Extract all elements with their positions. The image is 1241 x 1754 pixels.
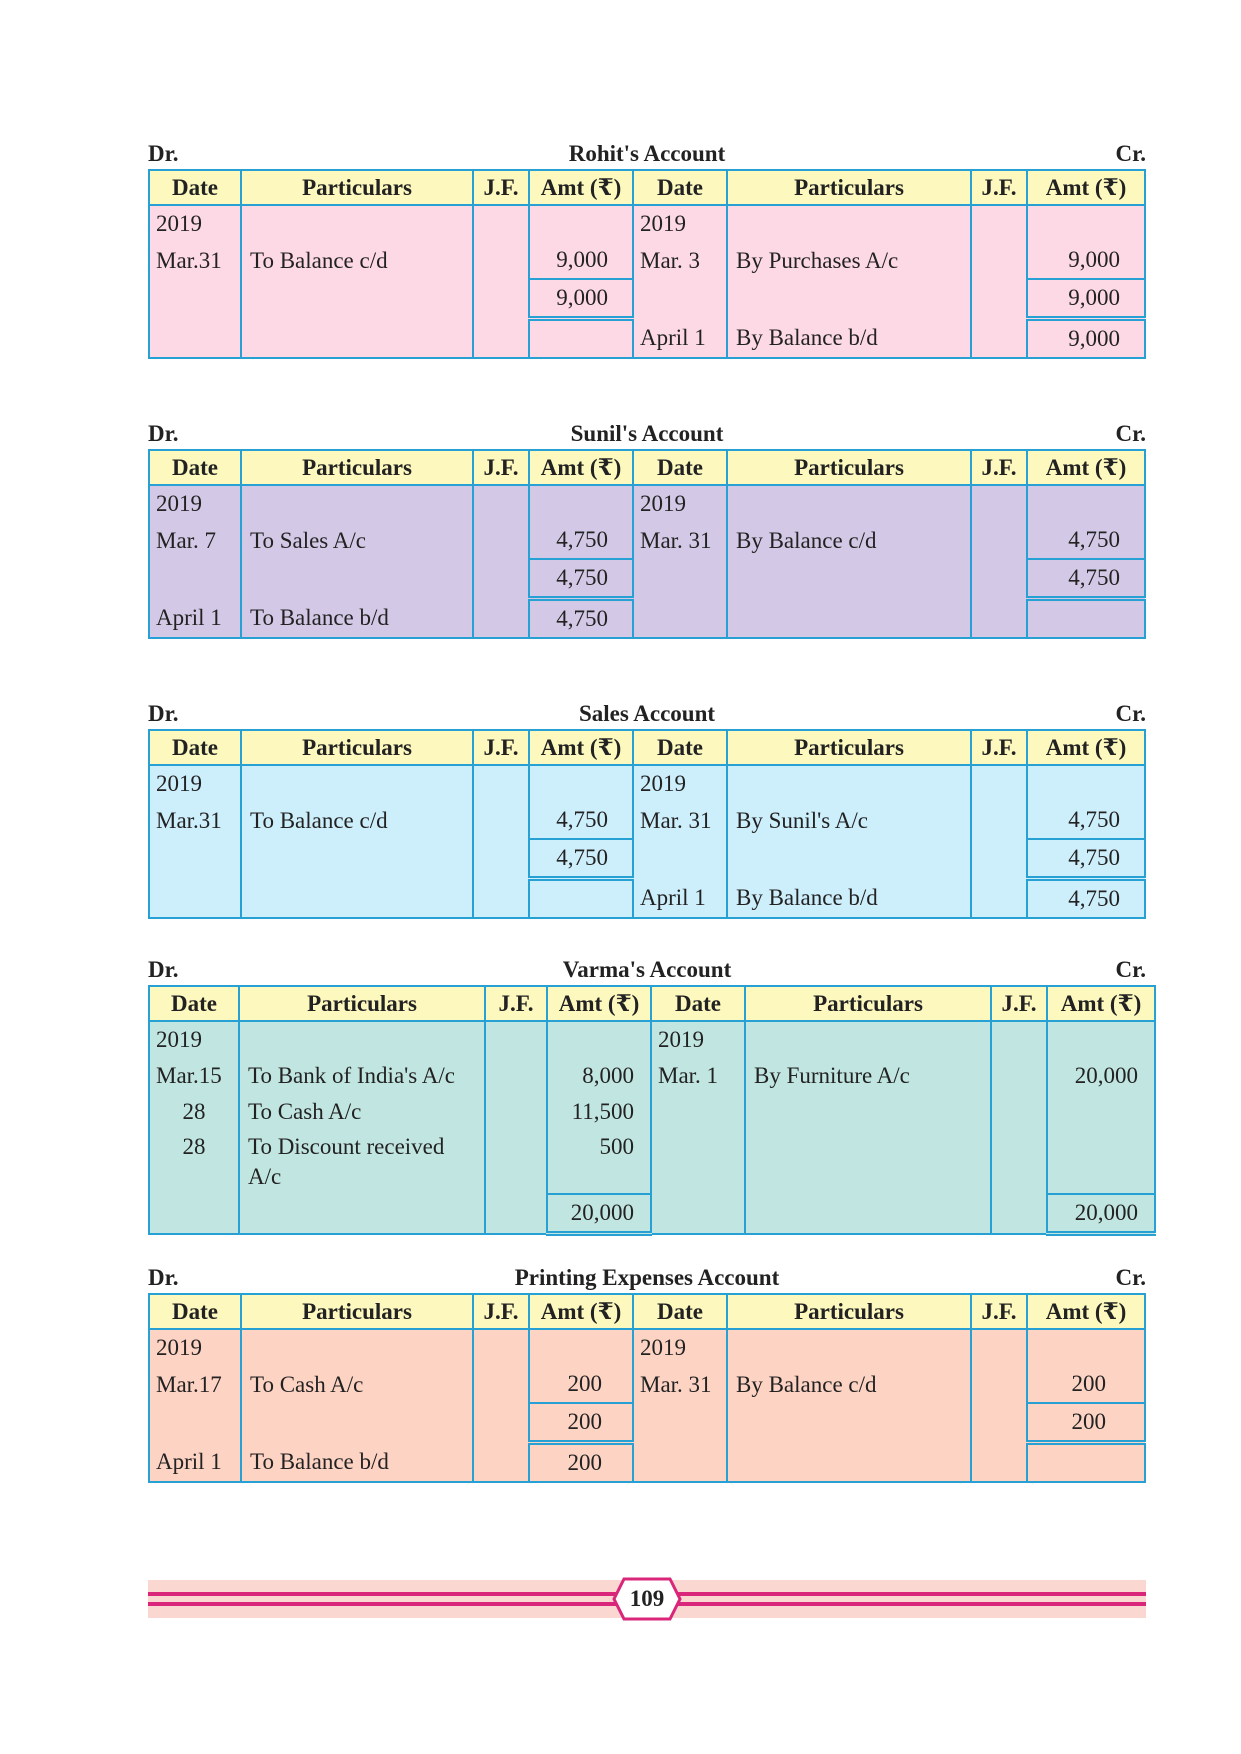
date-cell: 2019 xyxy=(149,1329,241,1366)
particulars-cell: To Sales A/c xyxy=(241,522,473,559)
jf-cell xyxy=(485,1130,547,1194)
jf-cell xyxy=(971,802,1027,839)
amount-cell xyxy=(1027,599,1145,639)
total-amount-cell: 4,750 xyxy=(1027,559,1145,599)
date-cell: Mar. 31 xyxy=(633,802,727,839)
amount-cell: 200 xyxy=(529,1366,633,1403)
jf-cell xyxy=(473,839,529,879)
table-row xyxy=(149,1366,1145,1403)
particulars-cell: By Balance b/d xyxy=(727,319,971,359)
header-row xyxy=(149,450,1145,485)
amount-header: Amt (₹) xyxy=(1027,730,1145,765)
jf-cell xyxy=(971,485,1027,522)
amount-cell: 200 xyxy=(1027,1366,1145,1403)
amount-cell: 4,750 xyxy=(529,802,633,839)
amount-cell xyxy=(1027,1443,1145,1483)
particulars-cell xyxy=(241,559,473,599)
date-cell xyxy=(651,1094,745,1130)
jf-header: J.F. xyxy=(473,170,529,205)
cr-label: Cr. xyxy=(1115,1265,1146,1290)
amount-cell: 20,000 xyxy=(1047,1058,1155,1094)
date-cell xyxy=(633,279,727,319)
date-header: Date xyxy=(149,730,241,765)
ledger-varma xyxy=(148,957,1154,1236)
jf-cell xyxy=(971,879,1027,919)
date-cell: Mar. 31 xyxy=(633,1366,727,1403)
date-cell xyxy=(149,839,241,879)
amount-cell: 4,750 xyxy=(529,599,633,639)
date-cell: April 1 xyxy=(149,1443,241,1483)
jf-cell xyxy=(473,1403,529,1443)
date-cell: Mar.15 xyxy=(149,1058,239,1094)
cr-label: Cr. xyxy=(1115,141,1146,166)
date-cell: 2019 xyxy=(651,1021,745,1058)
ledger-title-bar xyxy=(148,421,1146,449)
header-row xyxy=(149,730,1145,765)
amount-cell: 8,000 xyxy=(547,1058,651,1094)
amount-cell xyxy=(1047,1021,1155,1058)
table-row xyxy=(149,319,1145,359)
jf-cell xyxy=(473,879,529,919)
particulars-cell: To Bank of India's A/c xyxy=(239,1058,485,1094)
date-header: Date xyxy=(633,1294,727,1329)
amount-cell xyxy=(529,765,633,802)
particulars-cell xyxy=(727,279,971,319)
jf-cell xyxy=(971,1366,1027,1403)
header-row xyxy=(149,1294,1145,1329)
particulars-cell: By Balance c/d xyxy=(727,1366,971,1403)
particulars-header: Particulars xyxy=(241,730,473,765)
dr-label: Dr. xyxy=(148,141,179,166)
page-number: 109 xyxy=(629,1586,665,1611)
particulars-header: Particulars xyxy=(727,1294,971,1329)
jf-cell xyxy=(971,839,1027,879)
date-cell xyxy=(633,839,727,879)
date-header: Date xyxy=(651,986,745,1021)
date-cell: 2019 xyxy=(633,205,727,242)
ledger-printing-expenses xyxy=(148,1265,1146,1483)
amount-cell: 9,000 xyxy=(1027,242,1145,279)
amount-cell: 4,750 xyxy=(1027,522,1145,559)
particulars-header: Particulars xyxy=(241,170,473,205)
amount-cell: 500 xyxy=(547,1130,651,1194)
ledger-table xyxy=(148,1293,1146,1483)
date-cell xyxy=(633,559,727,599)
account-title: Printing Expenses Account xyxy=(514,1265,780,1290)
amount-cell xyxy=(1027,205,1145,242)
amount-header: Amt (₹) xyxy=(529,450,633,485)
amount-cell xyxy=(529,205,633,242)
table-row xyxy=(149,1443,1145,1483)
dr-label: Dr. xyxy=(148,701,179,726)
ledger-table xyxy=(148,169,1146,359)
jf-cell xyxy=(473,1443,529,1483)
header-row xyxy=(149,986,1155,1021)
particulars-header: Particulars xyxy=(727,170,971,205)
total-amount-cell: 20,000 xyxy=(1047,1194,1155,1234)
header-row xyxy=(149,170,1145,205)
jf-cell xyxy=(991,1094,1047,1130)
date-cell: 2019 xyxy=(149,765,241,802)
particulars-header: Particulars xyxy=(239,986,485,1021)
date-header: Date xyxy=(149,450,241,485)
jf-cell xyxy=(473,599,529,639)
particulars-cell: To Cash A/c xyxy=(239,1094,485,1130)
date-header: Date xyxy=(149,1294,241,1329)
date-cell: Mar. 3 xyxy=(633,242,727,279)
amount-cell xyxy=(529,879,633,919)
ledger-title-bar xyxy=(148,701,1146,729)
particulars-cell: By Purchases A/c xyxy=(727,242,971,279)
date-header: Date xyxy=(633,730,727,765)
cr-label: Cr. xyxy=(1115,421,1146,446)
ledger-title-bar xyxy=(148,1265,1146,1293)
particulars-cell xyxy=(745,1021,991,1058)
amount-header: Amt (₹) xyxy=(1027,450,1145,485)
amount-cell xyxy=(1047,1130,1155,1194)
total-amount-cell: 200 xyxy=(1027,1403,1145,1443)
table-row xyxy=(149,1130,1155,1194)
date-cell: Mar.17 xyxy=(149,1366,241,1403)
particulars-cell: To Discount received A/c xyxy=(239,1130,485,1194)
ledger-table xyxy=(148,729,1146,919)
table-row xyxy=(149,879,1145,919)
total-amount-cell: 9,000 xyxy=(529,279,633,319)
amount-cell: 11,500 xyxy=(547,1094,651,1130)
particulars-cell xyxy=(727,839,971,879)
date-cell xyxy=(633,1403,727,1443)
jf-cell xyxy=(971,599,1027,639)
account-title: Varma's Account xyxy=(562,957,732,982)
date-cell: Mar. 31 xyxy=(633,522,727,559)
amount-header: Amt (₹) xyxy=(529,1294,633,1329)
amount-header: Amt (₹) xyxy=(1027,1294,1145,1329)
particulars-cell: To Balance c/d xyxy=(241,802,473,839)
particulars-cell xyxy=(241,1403,473,1443)
jf-header: J.F. xyxy=(473,730,529,765)
account-title: Sunil's Account xyxy=(570,421,724,446)
particulars-cell: To Balance b/d xyxy=(241,1443,473,1483)
jf-cell xyxy=(991,1130,1047,1194)
particulars-cell xyxy=(745,1094,991,1130)
jf-cell xyxy=(473,205,529,242)
particulars-cell: To Balance b/d xyxy=(241,599,473,639)
particulars-cell xyxy=(239,1194,485,1234)
amount-cell: 4,750 xyxy=(529,522,633,559)
jf-cell xyxy=(971,522,1027,559)
particulars-header: Particulars xyxy=(745,986,991,1021)
total-amount-cell: 200 xyxy=(529,1403,633,1443)
jf-cell xyxy=(971,205,1027,242)
table-row xyxy=(149,802,1145,839)
jf-header: J.F. xyxy=(971,450,1027,485)
jf-cell xyxy=(473,802,529,839)
date-cell: Mar. 1 xyxy=(651,1058,745,1094)
particulars-cell xyxy=(727,485,971,522)
total-amount-cell: 9,000 xyxy=(1027,279,1145,319)
amount-cell xyxy=(1027,765,1145,802)
date-cell: Mar.31 xyxy=(149,242,241,279)
date-cell: April 1 xyxy=(149,599,241,639)
ledger-title-bar xyxy=(148,141,1146,169)
particulars-cell xyxy=(727,765,971,802)
date-cell xyxy=(149,559,241,599)
particulars-cell xyxy=(241,485,473,522)
particulars-cell xyxy=(241,1329,473,1366)
amount-header: Amt (₹) xyxy=(529,170,633,205)
jf-header: J.F. xyxy=(971,1294,1027,1329)
jf-header: J.F. xyxy=(971,730,1027,765)
jf-header: J.F. xyxy=(971,170,1027,205)
amount-cell xyxy=(529,1329,633,1366)
date-cell: 2019 xyxy=(633,765,727,802)
ledger-table xyxy=(148,449,1146,639)
amount-cell xyxy=(1027,485,1145,522)
amount-cell xyxy=(529,485,633,522)
jf-cell xyxy=(971,279,1027,319)
dr-label: Dr. xyxy=(148,421,179,446)
particulars-cell: By Sunil's A/c xyxy=(727,802,971,839)
table-row xyxy=(149,599,1145,639)
date-cell: April 1 xyxy=(633,319,727,359)
amount-cell: 200 xyxy=(529,1443,633,1483)
jf-cell xyxy=(473,242,529,279)
cr-label: Cr. xyxy=(1115,957,1146,982)
particulars-cell xyxy=(727,1329,971,1366)
total-row xyxy=(149,839,1145,879)
total-row xyxy=(149,1403,1145,1443)
table-row xyxy=(149,765,1145,802)
jf-cell xyxy=(971,1403,1027,1443)
particulars-cell xyxy=(241,839,473,879)
table-row xyxy=(149,1021,1155,1058)
jf-cell xyxy=(485,1058,547,1094)
ledger-sales xyxy=(148,701,1146,919)
amount-header: Amt (₹) xyxy=(547,986,651,1021)
jf-header: J.F. xyxy=(473,450,529,485)
particulars-cell xyxy=(239,1021,485,1058)
amount-cell xyxy=(1027,1329,1145,1366)
particulars-cell xyxy=(241,879,473,919)
amount-cell: 9,000 xyxy=(1027,319,1145,359)
particulars-cell xyxy=(745,1130,991,1194)
total-row xyxy=(149,1194,1155,1234)
total-amount-cell: 4,750 xyxy=(529,839,633,879)
dr-label: Dr. xyxy=(148,1265,179,1290)
date-cell xyxy=(633,599,727,639)
date-cell xyxy=(149,1194,239,1234)
date-cell: 2019 xyxy=(633,485,727,522)
date-cell xyxy=(651,1130,745,1194)
jf-cell xyxy=(971,765,1027,802)
particulars-cell xyxy=(241,205,473,242)
jf-cell xyxy=(971,1329,1027,1366)
ledger-table xyxy=(148,985,1156,1236)
particulars-cell: By Balance b/d xyxy=(727,879,971,919)
particulars-cell: By Furniture A/c xyxy=(745,1058,991,1094)
date-cell: Mar.31 xyxy=(149,802,241,839)
jf-header: J.F. xyxy=(485,986,547,1021)
particulars-header: Particulars xyxy=(241,450,473,485)
date-cell xyxy=(149,279,241,319)
jf-cell xyxy=(473,1329,529,1366)
particulars-cell xyxy=(727,205,971,242)
table-row xyxy=(149,205,1145,242)
total-amount-cell: 20,000 xyxy=(547,1194,651,1234)
dr-label: Dr. xyxy=(148,957,179,982)
jf-cell xyxy=(991,1058,1047,1094)
amount-cell: 4,750 xyxy=(1027,802,1145,839)
amount-cell xyxy=(547,1021,651,1058)
particulars-header: Particulars xyxy=(727,730,971,765)
date-header: Date xyxy=(149,986,239,1021)
table-row xyxy=(149,1058,1155,1094)
table-row xyxy=(149,522,1145,559)
particulars-cell xyxy=(241,765,473,802)
ledger-title-bar xyxy=(148,957,1146,985)
total-row xyxy=(149,559,1145,599)
amount-cell: 9,000 xyxy=(529,242,633,279)
jf-cell xyxy=(971,319,1027,359)
particulars-cell: By Balance c/d xyxy=(727,522,971,559)
ledger-sunil xyxy=(148,421,1146,639)
jf-cell xyxy=(971,1443,1027,1483)
particulars-header: Particulars xyxy=(727,450,971,485)
date-cell xyxy=(149,879,241,919)
date-cell: 2019 xyxy=(149,1021,239,1058)
date-header: Date xyxy=(633,450,727,485)
particulars-cell xyxy=(727,1443,971,1483)
date-header: Date xyxy=(149,170,241,205)
jf-cell xyxy=(485,1094,547,1130)
ledger-rohit xyxy=(148,141,1146,359)
table-row xyxy=(149,242,1145,279)
amount-header: Amt (₹) xyxy=(1027,170,1145,205)
account-title: Rohit's Account xyxy=(568,141,726,166)
jf-cell xyxy=(971,242,1027,279)
total-amount-cell: 4,750 xyxy=(1027,839,1145,879)
amount-cell xyxy=(1047,1094,1155,1130)
particulars-cell xyxy=(241,319,473,359)
date-cell: 28 xyxy=(149,1094,239,1130)
jf-cell xyxy=(473,485,529,522)
date-cell xyxy=(149,319,241,359)
date-header: Date xyxy=(633,170,727,205)
jf-cell xyxy=(473,522,529,559)
total-row xyxy=(149,279,1145,319)
particulars-header: Particulars xyxy=(241,1294,473,1329)
particulars-cell xyxy=(727,599,971,639)
amount-header: Amt (₹) xyxy=(1047,986,1155,1021)
date-cell xyxy=(149,1403,241,1443)
date-cell: 28 xyxy=(149,1130,239,1194)
particulars-cell xyxy=(241,279,473,319)
jf-cell xyxy=(473,559,529,599)
date-cell: 2019 xyxy=(633,1329,727,1366)
table-row xyxy=(149,1094,1155,1130)
jf-cell xyxy=(971,559,1027,599)
particulars-cell xyxy=(727,559,971,599)
jf-cell xyxy=(473,319,529,359)
jf-header: J.F. xyxy=(473,1294,529,1329)
table-row xyxy=(149,485,1145,522)
date-cell: 2019 xyxy=(149,205,241,242)
jf-cell xyxy=(485,1021,547,1058)
particulars-cell: To Cash A/c xyxy=(241,1366,473,1403)
date-cell: April 1 xyxy=(633,879,727,919)
table-row xyxy=(149,1329,1145,1366)
particulars-cell: To Balance c/d xyxy=(241,242,473,279)
total-amount-cell: 4,750 xyxy=(529,559,633,599)
date-cell: Mar. 7 xyxy=(149,522,241,559)
jf-cell xyxy=(473,765,529,802)
jf-cell xyxy=(473,1366,529,1403)
jf-cell xyxy=(485,1194,547,1234)
date-cell: 2019 xyxy=(149,485,241,522)
date-cell xyxy=(651,1194,745,1234)
amount-header: Amt (₹) xyxy=(529,730,633,765)
amount-cell xyxy=(529,319,633,359)
jf-cell xyxy=(991,1021,1047,1058)
jf-cell xyxy=(473,279,529,319)
jf-cell xyxy=(991,1194,1047,1234)
jf-header: J.F. xyxy=(991,986,1047,1021)
page-footer xyxy=(148,1580,1146,1618)
cr-label: Cr. xyxy=(1115,701,1146,726)
date-cell xyxy=(633,1443,727,1483)
amount-cell: 4,750 xyxy=(1027,879,1145,919)
particulars-cell xyxy=(727,1403,971,1443)
particulars-cell xyxy=(745,1194,991,1234)
account-title: Sales Account xyxy=(578,701,716,726)
